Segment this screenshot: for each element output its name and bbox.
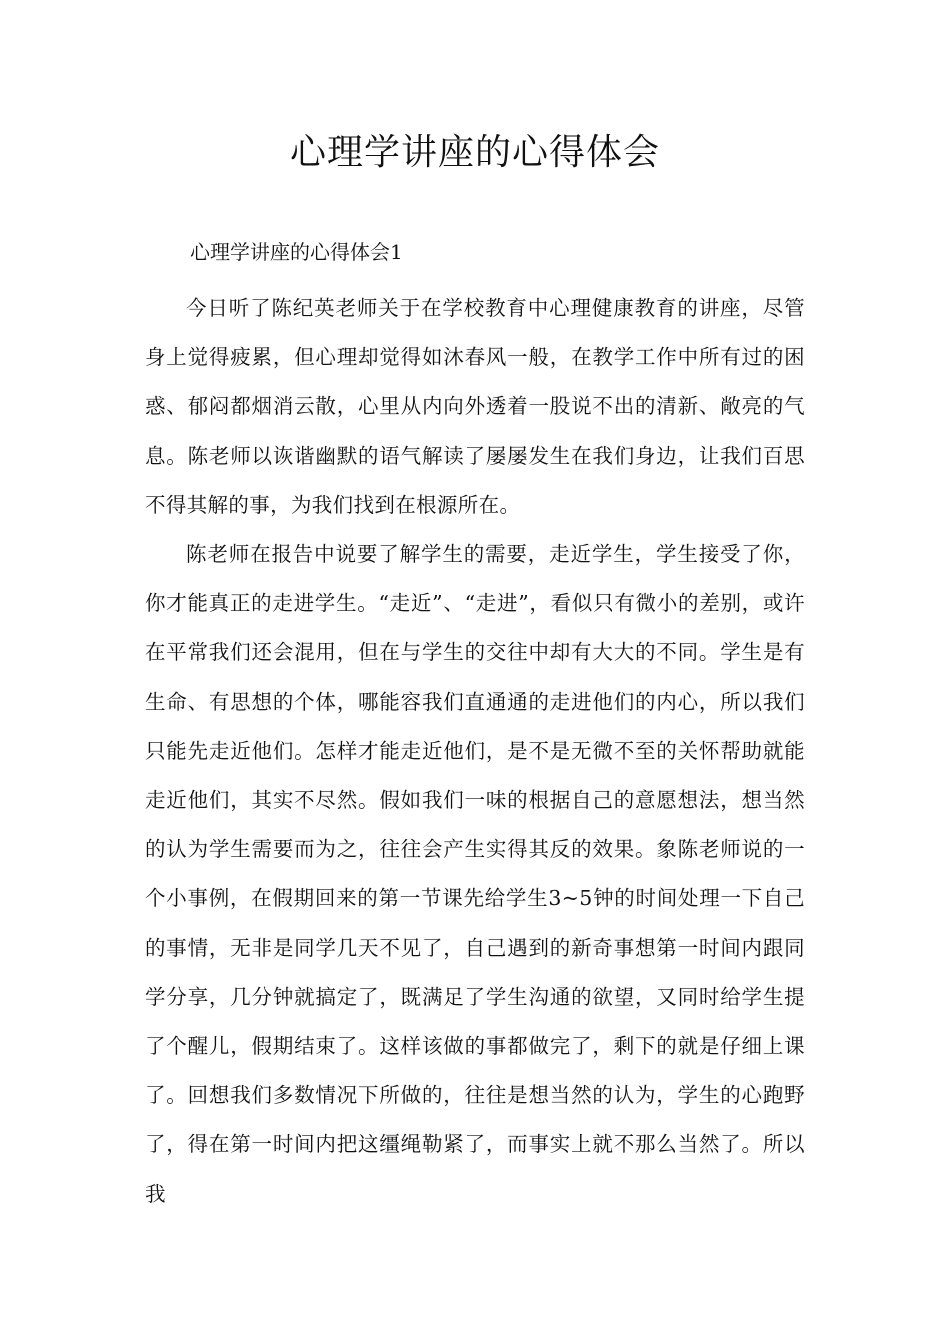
paragraph: 陈老师在报告中说要了解学生的需要，走近学生，学生接受了你，你才能真正的走进学生。“走近”、“走进”，看似只有微小的差别，或许在平常我们还会混用，但在与学生的交往中却有大大的不同。学生是有生命、有思想的个体，哪能容我们直通通的走进他们的内心，所以我们只能先走近他们。怎样才能走近他们，是不是无微不至的关怀帮助就能走近他们，其实不尽然。假如我们一味的根据自己的意愿想法，想当然的认为学生需要而为之，往往会产生实得其反的效果。象陈老师说的一个小事例，在假期回来的第一节课先给学生3~5钟的时间处理一下自己的事情，无非是同学几天不见了，自己遇到的新奇事想第一时间内跟同学分享，几分钟就搞定了，既满足了学生沟通的欲望，又同时给学生提了个醒儿，假期结束了。这样该做的事都做完了，剩下的就是仔细上课了。回想我们多数情况下所做的，往往是想当然的认为，学生的心跑野了，得在第一时间内把这缰绳勒紧了，而事实上就不那么当然了。所以我 [145, 542, 805, 1206]
document-body [145, 284, 805, 1219]
section-heading: 心理学讲座的心得体会1 [190, 240, 403, 264]
paragraph: 今日听了陈纪英老师关于在学校教育中心理健康教育的讲座，尽管身上觉得疲累，但心理却觉得如沐春风一般，在教学工作中所有过的困惑、郁闷都烟消云散，心里从内向外透着一股说不出的清新、敞亮的气息。陈老师以诙谐幽默的语气解读了屡屡发生在我们身边，让我们百思不得其解的事，为我们找到在根源所在。 [145, 296, 805, 517]
document-title: 心理学讲座的心得体会 [289, 132, 660, 173]
